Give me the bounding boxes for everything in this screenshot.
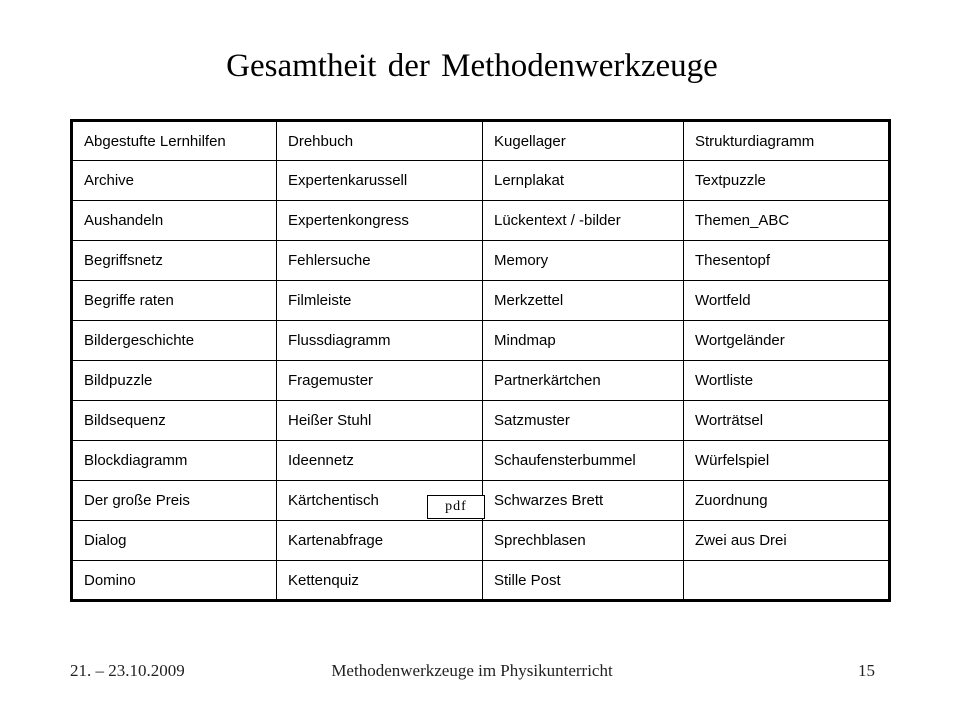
methods-table xyxy=(70,119,891,602)
table-row xyxy=(72,161,890,201)
table-cell: Heißer Stuhl xyxy=(277,401,483,441)
table-cell: Fragemuster xyxy=(277,361,483,401)
table-cell: Kärtchentisch xyxy=(277,481,483,521)
table-row xyxy=(72,441,890,481)
table-cell: Abgestufte Lernhilfen xyxy=(72,121,277,161)
table-cell: Fehlersuche xyxy=(277,241,483,281)
table-cell: Strukturdiagramm xyxy=(684,121,890,161)
page-title: Gesamtheit der Methodenwerkzeuge xyxy=(226,48,718,84)
table-cell: Zuordnung xyxy=(684,481,890,521)
table-cell: Begriffsnetz xyxy=(72,241,277,281)
table-cell: Memory xyxy=(483,241,684,281)
table-cell xyxy=(684,561,890,601)
table-cell: Kettenquiz xyxy=(277,561,483,601)
table-cell: Wortgeländer xyxy=(684,321,890,361)
table-row xyxy=(72,361,890,401)
table-cell: Partnerkärtchen xyxy=(483,361,684,401)
table-cell: Expertenkongress xyxy=(277,201,483,241)
table-cell: Themen_ABC xyxy=(684,201,890,241)
table-cell: Lernplakat xyxy=(483,161,684,201)
table-cell: Textpuzzle xyxy=(684,161,890,201)
table-cell: Schwarzes Brett xyxy=(483,481,684,521)
table-cell: Flussdiagramm xyxy=(277,321,483,361)
table-cell: Der große Preis xyxy=(72,481,277,521)
table-row xyxy=(72,401,890,441)
page-number: 15 xyxy=(858,661,875,680)
table-cell: Sprechblasen xyxy=(483,521,684,561)
table-cell: Zwei aus Drei xyxy=(684,521,890,561)
table-cell: Filmleiste xyxy=(277,281,483,321)
table-cell: Dialog xyxy=(72,521,277,561)
table-cell: Würfelspiel xyxy=(684,441,890,481)
table-cell: Thesentopf xyxy=(684,241,890,281)
table-cell: Ideennetz xyxy=(277,441,483,481)
table-cell: Stille Post xyxy=(483,561,684,601)
table-row xyxy=(72,121,890,161)
table-cell: Schaufensterbummel xyxy=(483,441,684,481)
table-row xyxy=(72,281,890,321)
table-row xyxy=(72,521,890,561)
table-row xyxy=(72,201,890,241)
table-cell: Bildpuzzle xyxy=(72,361,277,401)
table-cell: Kartenabfrage xyxy=(277,521,483,561)
table-cell: Wortliste xyxy=(684,361,890,401)
pdf-button[interactable]: pdf xyxy=(427,495,485,519)
table-row xyxy=(72,241,890,281)
table-cell: Bildsequenz xyxy=(72,401,277,441)
table-cell: Wortfeld xyxy=(684,281,890,321)
footer-date: 21. – 23.10.2009 xyxy=(70,661,185,680)
table-row xyxy=(72,321,890,361)
table-row xyxy=(72,561,890,601)
table-cell: Merkzettel xyxy=(483,281,684,321)
table-cell: Blockdiagramm xyxy=(72,441,277,481)
table-cell: Expertenkarussell xyxy=(277,161,483,201)
table-cell: Satzmuster xyxy=(483,401,684,441)
table-cell: Archive xyxy=(72,161,277,201)
table-cell: Begriffe raten xyxy=(72,281,277,321)
table-cell: Aushandeln xyxy=(72,201,277,241)
table-cell: Kugellager xyxy=(483,121,684,161)
footer-title: Methodenwerkzeuge im Physikunterricht xyxy=(331,661,613,680)
table-cell: Worträtsel xyxy=(684,401,890,441)
table-cell: Drehbuch xyxy=(277,121,483,161)
table-cell: Mindmap xyxy=(483,321,684,361)
table-cell: Bildergeschichte xyxy=(72,321,277,361)
table-cell: Lückentext / -bilder xyxy=(483,201,684,241)
table-cell: Domino xyxy=(72,561,277,601)
